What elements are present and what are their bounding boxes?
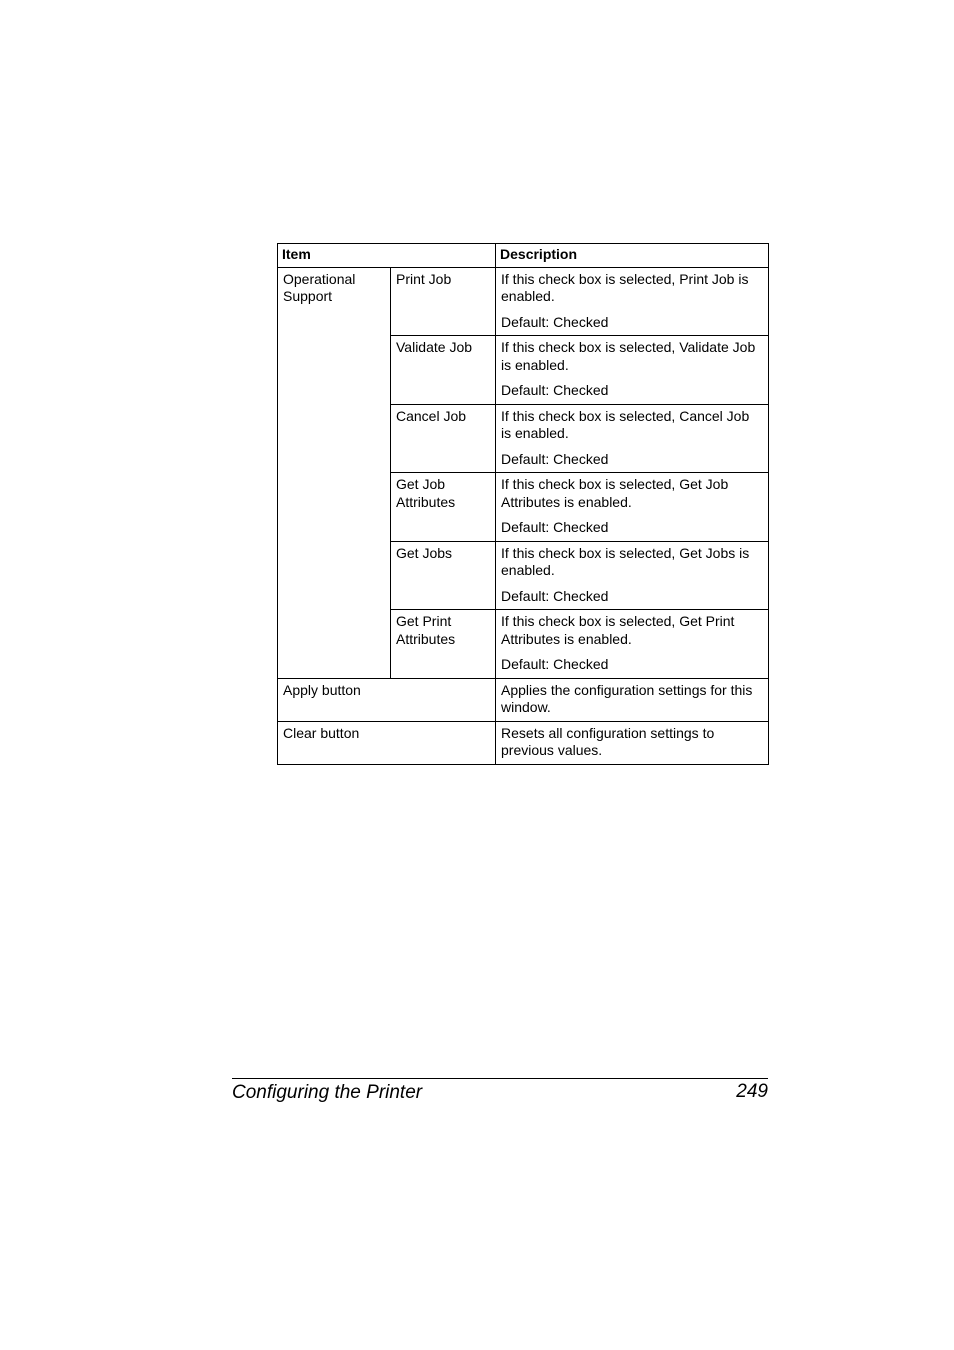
clear-button-item: Clear button bbox=[278, 721, 496, 764]
sub-item: Cancel Job bbox=[391, 404, 496, 473]
settings-table bbox=[277, 243, 769, 765]
footer-divider bbox=[232, 1078, 768, 1079]
description-cell bbox=[496, 610, 769, 679]
description-cell: Applies the configuration settings for this window. bbox=[496, 678, 769, 721]
sub-item: Print Job bbox=[391, 267, 496, 336]
description-cell bbox=[496, 541, 769, 610]
table-row bbox=[278, 721, 769, 764]
table-row bbox=[278, 678, 769, 721]
sub-item: Get Jobs bbox=[391, 541, 496, 610]
apply-button-item: Apply button bbox=[278, 678, 496, 721]
default-value: Default: Checked bbox=[501, 382, 609, 398]
sub-item: Get Job Attributes bbox=[391, 473, 496, 542]
sub-item: Validate Job bbox=[391, 336, 496, 405]
default-value: Default: Checked bbox=[501, 450, 609, 467]
header-item: Item bbox=[278, 244, 496, 268]
description-cell bbox=[496, 267, 769, 336]
description-cell bbox=[496, 336, 769, 405]
description-cell bbox=[496, 473, 769, 542]
header-description: Description bbox=[496, 244, 769, 268]
description-cell bbox=[496, 404, 769, 473]
description-text: If this check box is selected, Cancel Job is enabled. bbox=[501, 407, 750, 441]
default-value: Default: Checked bbox=[501, 587, 609, 604]
footer-chapter-title: Configuring the Printer bbox=[232, 1082, 423, 1103]
footer-page-number: 249 bbox=[736, 1081, 768, 1102]
default-value: Default: Checked bbox=[501, 313, 609, 330]
description-text: If this check box is selected, Print Job is enabled. bbox=[501, 270, 749, 304]
default-value: Default: Checked bbox=[501, 519, 609, 535]
description-text: If this check box is selected, Get Print Attributes is enabled. bbox=[501, 613, 735, 647]
default-value: Default: Checked bbox=[501, 656, 609, 672]
description-text: If this check box is selected, Get Job Attributes is enabled. bbox=[501, 476, 729, 510]
group-label-operational-support: Operational Support bbox=[278, 267, 391, 678]
description-text: If this check box is selected, Get Jobs is enabled. bbox=[501, 544, 750, 578]
table-header-row bbox=[278, 244, 769, 268]
sub-item: Get Print Attributes bbox=[391, 610, 496, 679]
description-text: If this check box is selected, Validate Job is enabled. bbox=[501, 339, 756, 373]
description-cell: Resets all configuration settings to previous values. bbox=[496, 721, 769, 764]
table-row bbox=[278, 267, 769, 336]
